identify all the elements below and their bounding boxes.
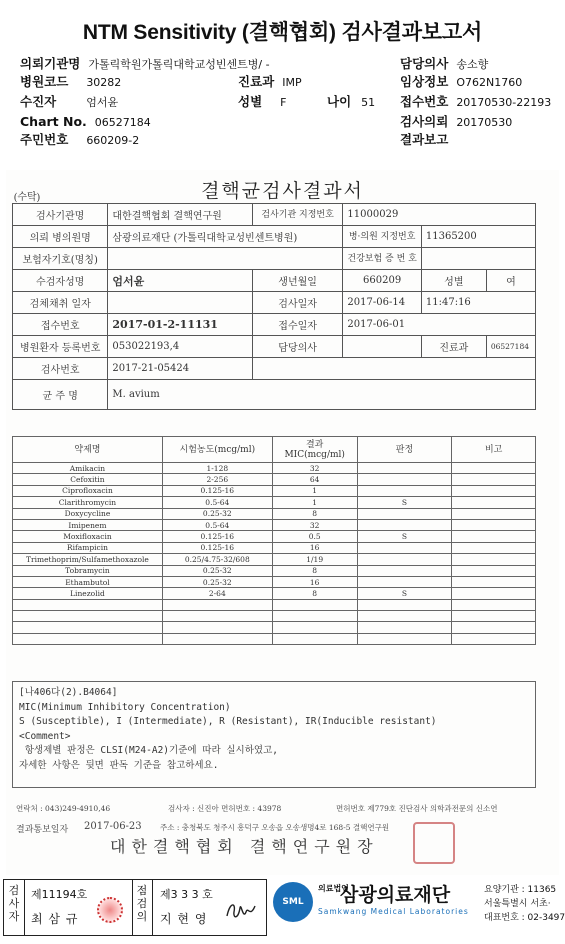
table-row: 수검자성명 엄서윤 생년월일 660209 성별 여: [13, 270, 536, 292]
organization-name: 대한결핵협회 결핵연구원장: [110, 837, 379, 856]
mic-cell-mic: 16: [272, 542, 357, 553]
mic-empty-row: [13, 633, 536, 644]
mic-cell-remark: [452, 542, 536, 553]
mic-cell-drug: Cefoxitin: [13, 474, 163, 485]
header-clinical-info: 임상정보 O762N1760: [400, 74, 523, 89]
table-row: 균 주 명 M. avium: [13, 380, 536, 410]
checker-no: 제3 3 3 호: [160, 888, 213, 901]
scan-title: 결핵균검사결과서: [201, 180, 364, 202]
corp-english: Samkwang Medical Laboratories: [318, 907, 469, 916]
mic-cell-mic: 16: [272, 576, 357, 587]
mic-cell-conc: 2-64: [162, 588, 272, 599]
checker-name: 지 현 영: [160, 912, 208, 926]
comment-line: <Comment>: [19, 730, 71, 742]
address: 주소 : 충청북도 청주시 흥덕구 오송읍 오송생명4로 168-5 결핵연구원: [160, 823, 390, 832]
mic-cell-conc: 0.25-32: [162, 576, 272, 587]
mic-cell-mic: 8: [272, 508, 357, 519]
mic-cell-interp: [357, 576, 452, 587]
col-result: 결과 MIC(mcg/ml): [272, 437, 357, 463]
corp-prefix: 의료법인: [318, 884, 349, 893]
mic-cell-interp: [357, 508, 452, 519]
header-doctor: 담당의사 송소향: [400, 56, 489, 71]
mic-empty-row: [13, 599, 536, 610]
checker-signature-icon: [224, 898, 258, 924]
header-receipt-no: 접수번호 20170530-22193: [400, 94, 552, 109]
mic-cell-mic: 0.5: [272, 531, 357, 542]
mic-table: [12, 436, 536, 645]
mic-cell-conc: 2-256: [162, 474, 272, 485]
mic-cell-drug: Rifampicin: [13, 542, 163, 553]
mic-cell-drug: Amikacin: [13, 463, 163, 474]
mic-row: [13, 485, 536, 496]
header-dept: 진료과 IMP: [238, 74, 302, 89]
tester-info: 검사자 : 신진아 면허번호 : 43978: [168, 804, 282, 813]
comment-line: MIC(Minimum Inhibitory Concentration): [19, 701, 231, 713]
specialist-info: 면허번호 제779호 진단검사 의학과전문의 신소연: [336, 804, 498, 813]
mic-empty-row: [13, 622, 536, 633]
mic-cell-interp: S: [357, 531, 452, 542]
header-report-date: 결과보고: [400, 132, 449, 147]
mic-cell-drug: Linezolid: [13, 588, 163, 599]
mic-empty-row: [13, 611, 536, 622]
mic-row: [13, 531, 536, 542]
info-table: [12, 203, 536, 410]
mic-row: [13, 508, 536, 519]
col-interpretation: 판정: [357, 437, 452, 463]
mic-row: [13, 554, 536, 565]
header-patient: 수진자 엄서윤: [20, 94, 119, 109]
consignment-tag: (수탁): [14, 192, 40, 203]
mic-row: [13, 542, 536, 553]
mic-cell-conc: 0.25-32: [162, 565, 272, 576]
tester-name: 최 삼 규: [31, 912, 79, 926]
mic-cell-interp: [357, 519, 452, 530]
corp-info-1: 요양기관 : 11365: [484, 885, 557, 895]
header-chart-no: Chart No. 06527184: [20, 114, 151, 129]
table-row: 검사번호 2017-21-05424: [13, 358, 536, 380]
mic-cell-drug: Imipenem: [13, 519, 163, 530]
mic-cell-remark: [452, 508, 536, 519]
report-title: NTM Sensitivity (결핵협회) 검사결과보고서: [82, 21, 483, 44]
mic-cell-remark: [452, 519, 536, 530]
mic-row: [13, 565, 536, 576]
mic-cell-conc: 1-128: [162, 463, 272, 474]
signature-bar: [3, 879, 267, 936]
mic-header-row: [13, 437, 536, 463]
mic-cell-conc: 0.5-64: [162, 519, 272, 530]
header-value: 가톨릭학원가톨릭대학교성빈센트병/ -: [88, 58, 270, 71]
mic-cell-mic: 32: [272, 519, 357, 530]
mic-cell-mic: 1/19: [272, 554, 357, 565]
col-concentration: 시험농도(mcg/ml): [162, 437, 272, 463]
mic-row: [13, 474, 536, 485]
comment-line: 자세한 사항은 뒷면 판독 기준을 참고하세요.: [19, 759, 219, 771]
mic-row: [13, 463, 536, 474]
mic-cell-drug: Moxifloxacin: [13, 531, 163, 542]
mic-row: [13, 519, 536, 530]
tester-no: 제11194호: [31, 888, 88, 901]
mic-cell-drug: Trimethoprim/Sulfamethoxazole: [13, 554, 163, 565]
mic-cell-mic: 1: [272, 497, 357, 508]
mic-cell-remark: [452, 565, 536, 576]
mic-cell-drug: Doxycycline: [13, 508, 163, 519]
mic-cell-conc: 0.125-16: [162, 531, 272, 542]
corp-info-3: 대표번호 : 02-3497: [484, 913, 565, 923]
official-stamp: [413, 822, 455, 864]
header-label: 의뢰기관명: [20, 56, 81, 71]
header-request-date: 검사의뢰 20170530: [400, 114, 513, 129]
comment-line: [나406다(2).B4064]: [19, 687, 118, 698]
mic-cell-interp: [357, 474, 452, 485]
comment-line: S (Susceptible), I (Intermediate), R (Resistant), IR(Inducible resistant): [19, 716, 437, 727]
mic-cell-conc: 0.125-16: [162, 485, 272, 496]
mic-row: [13, 497, 536, 508]
mic-cell-conc: 0.5-64: [162, 497, 272, 508]
table-row: 병원환자 등록번호 053022193,4 담당의사 진료과 06527184: [13, 336, 536, 358]
mic-cell-interp: S: [357, 497, 452, 508]
mic-cell-drug: Tobramycin: [13, 565, 163, 576]
mic-cell-mic: 8: [272, 588, 357, 599]
report-date: 2017-06-23: [84, 821, 142, 832]
col-drug: 약제명: [13, 437, 163, 463]
sml-logo-icon: SML: [273, 882, 313, 922]
table-row: 접수번호 2017-01-2-11131 접수일자 2017-06-01: [13, 314, 536, 336]
table-row: 검사기관명 대한결핵협회 결핵연구원 검사기관 지정번호 11000029: [13, 204, 536, 226]
mic-cell-conc: 0.25/4.75-32/608: [162, 554, 272, 565]
mic-cell-remark: [452, 531, 536, 542]
mic-cell-interp: [357, 565, 452, 576]
mic-cell-mic: 64: [272, 474, 357, 485]
header-hospital-code: 병원코드 30282: [20, 74, 122, 89]
mic-cell-conc: 0.25-32: [162, 508, 272, 519]
mic-row: [13, 588, 536, 599]
mic-cell-mic: 1: [272, 485, 357, 496]
comment-box: [12, 681, 536, 788]
mic-cell-mic: 32: [272, 463, 357, 474]
table-row: 검체채취 일자 검사일자 2017-06-14 11:47:16: [13, 292, 536, 314]
mic-cell-drug: Ethambutol: [13, 576, 163, 587]
mic-cell-conc: 0.125-16: [162, 542, 272, 553]
mic-cell-remark: [452, 485, 536, 496]
comment-line: 항생제별 판정은 CLSI(M24-A2)기준에 따라 실시하였고,: [19, 745, 278, 756]
table-row: 보험자기호(명칭) 건강보험 증 번 호: [13, 248, 536, 270]
mic-cell-remark: [452, 554, 536, 565]
mic-cell-drug: Ciprofloxacin: [13, 485, 163, 496]
mic-cell-remark: [452, 497, 536, 508]
report-date-label: 결과통보일자: [16, 825, 69, 835]
mic-row: [13, 576, 536, 587]
header-institution: [20, 55, 270, 74]
mic-cell-interp: [357, 554, 452, 565]
mic-cell-remark: [452, 474, 536, 485]
mic-cell-interp: [357, 485, 452, 496]
header-age: 나이 51: [327, 94, 376, 109]
checker-vertical-label: 점검의: [136, 884, 148, 923]
tester-vertical-label: 검사자: [8, 884, 20, 923]
mic-cell-interp: [357, 463, 452, 474]
mic-cell-mic: 8: [272, 565, 357, 576]
mic-cell-remark: [452, 576, 536, 587]
mic-cell-remark: [452, 588, 536, 599]
contact: 연락처 : 043)249-4910,46: [16, 804, 111, 813]
col-remark: 비고: [452, 437, 536, 463]
corp-info-2: 서울특별시 서초·: [484, 899, 551, 909]
mic-cell-interp: [357, 542, 452, 553]
mic-cell-interp: S: [357, 588, 452, 599]
corp-name: 삼광의료재단: [340, 884, 451, 906]
tester-seal-icon: [97, 897, 123, 923]
header-sex: 성별 F: [238, 94, 287, 109]
table-row: 의뢰 병의원명 삼광의료재단 (가톨릭대학교성빈센트병원) 병·의원 지정번호 11365200: [13, 226, 536, 248]
header-resident-no: 주민번호 660209-2: [20, 132, 140, 147]
mic-cell-remark: [452, 463, 536, 474]
mic-cell-drug: Clarithromycin: [13, 497, 163, 508]
